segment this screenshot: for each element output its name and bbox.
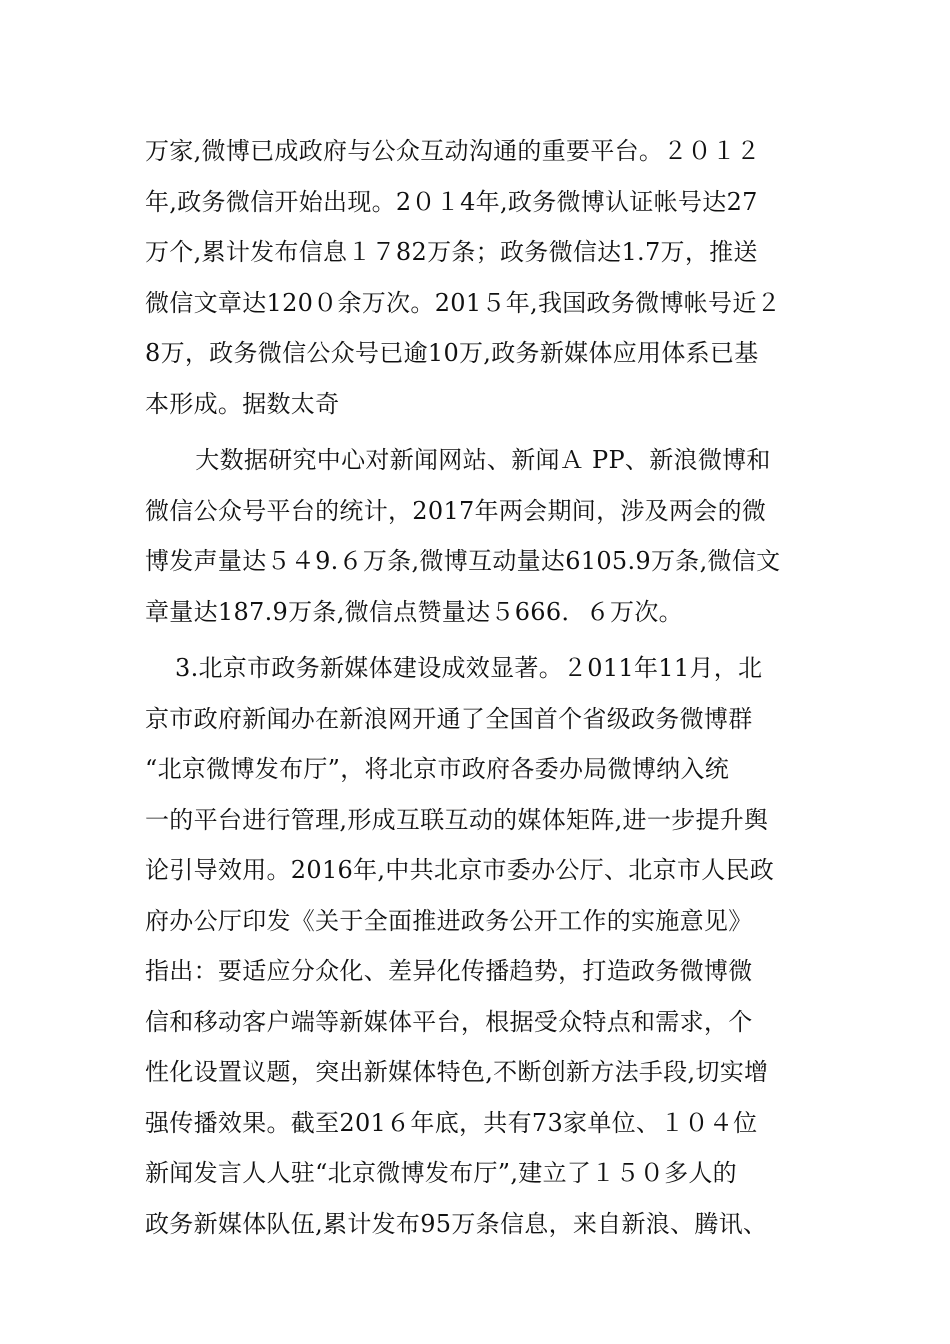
paragraph-1	[145, 126, 805, 429]
paragraph-3	[145, 643, 805, 1249]
text-line: 章量达187.9万条,微信点赞量达５666．６万次。	[145, 597, 683, 626]
text-line: 年,政务微信开始出现。2０１4年,政务微博认证帐号达27	[145, 187, 758, 216]
text-line: “北京微博发布厅”，将北京市政府各委办局微博纳入统	[145, 755, 730, 783]
paragraph-2	[145, 435, 805, 637]
text-line: 京市政府新闻办在新浪网开通了全国首个省级政务微博群	[145, 704, 753, 733]
document-body	[145, 126, 805, 1249]
text-line: 信和移动客户端等新媒体平台，根据受众特点和需求，个	[145, 1007, 753, 1036]
text-line: 大数据研究中心对新闻网站、新闻Ａ PP、新浪微博和	[171, 446, 771, 474]
text-line: 微信公众号平台的统计，2017年两会期间，涉及两会的微	[145, 496, 767, 525]
text-line: 新闻发言人人驻“北京微博发布厅”,建立了１５０多人的	[145, 1159, 737, 1187]
text-line: 博发声量达５４9.６万条,微博互动量达6105.9万条,微信文	[145, 547, 781, 575]
text-line: 府办公厅印发《关于全面推进政务公开工作的实施意见》	[145, 906, 753, 935]
text-line: 微信文章达120０余万次。201５年,我国政务微博帐号近２	[145, 288, 781, 317]
text-line: 性化设置议题，突出新媒体特色,不断创新方法手段,切实增	[145, 1058, 769, 1086]
text-line: 本形成。据数太奇	[145, 389, 340, 418]
text-line: 指出：要适应分众化、差异化传播趋势，打造政务微博微	[145, 957, 753, 985]
text-line: 8万，政务微信公众号已逾10万,政务新媒体应用体系已基	[145, 339, 759, 367]
text-line: 强传播效果。截至201６年底，共有73家单位、１０４位	[145, 1108, 758, 1137]
text-line: 一的平台进行管理,形成互联互动的媒体矩阵,进一步提升舆	[145, 805, 769, 834]
text-line: 万个,累计发布信息１７82万条；政务微信达1.7万，推送	[145, 238, 758, 266]
text-line: 3.北京市政务新媒体建设成效显著。２011年11月，北	[175, 654, 763, 682]
text-line: 论引导效用。2016年,中共北京市委办公厅、北京市人民政	[145, 856, 775, 884]
text-line: 万家,微博已成政府与公众互动沟通的重要平台。２０１２	[145, 137, 761, 165]
text-line: 政务新媒体队伍,累计发布95万条信息，来自新浪、腾讯、	[145, 1209, 768, 1238]
